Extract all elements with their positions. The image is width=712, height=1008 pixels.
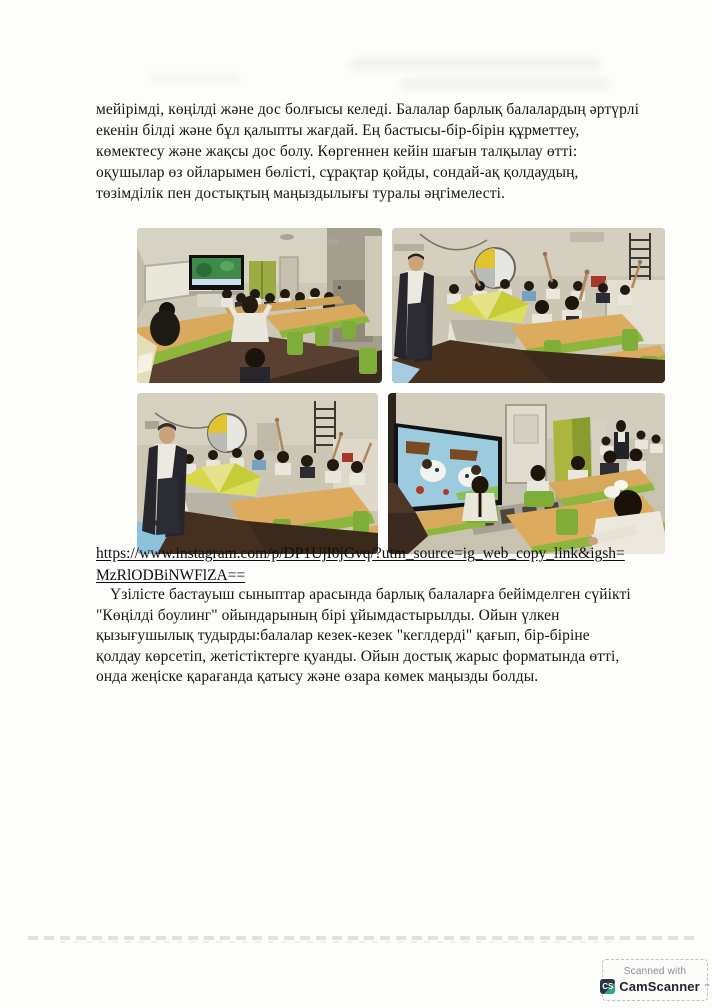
instagram-link-line[interactable]: MzRlODBiNWFlZA== bbox=[96, 567, 246, 584]
paragraph-line: онда жеңіске қарағанда қатысу және өзара көмек маңызды болды. bbox=[96, 668, 539, 685]
paragraph-line: көмектесу және жақсы дос болу. Көргеннен кейін шағын талқылау өтті: bbox=[96, 143, 578, 160]
paragraph-top bbox=[96, 99, 641, 204]
paragraph-line: оқушылар өз ойларымен бөлісті, сұрақтар қойды, сондай-ақ қолдаудың, bbox=[96, 164, 579, 181]
trademark-symbol: ™ bbox=[703, 983, 710, 990]
scan-smudge bbox=[350, 58, 600, 71]
camscanner-icon: CS bbox=[600, 979, 615, 994]
camscanner-label: CamScanner bbox=[619, 979, 700, 994]
classroom-photo-tv-2 bbox=[388, 393, 665, 554]
scan-smudge bbox=[150, 74, 240, 83]
paragraph-line: төзімділік пен достықтың маңыздылығы туралы әңгімелесті. bbox=[96, 185, 506, 202]
scanned-with-label: Scanned with bbox=[623, 966, 687, 977]
paragraph-line: қолдау көрсетіп, жетістіктерге қуанды. Ойын достық жарыс форматында өтті, bbox=[96, 647, 620, 665]
classroom-photo-tv bbox=[137, 228, 382, 383]
scan-artifact-line bbox=[28, 936, 694, 940]
paragraph-line: "Көңілді боулинг" ойындарының бірі ұйымдастырылды. Ойын үлкен bbox=[96, 606, 560, 624]
paragraph-line: Үзілісте бастауыш сыныптар арасында барлық балаларға бейімделген сүйікті bbox=[110, 586, 631, 603]
paragraph-line: екенін білді және бұл қалыпты жағдай. Ең бастысы-бір-бірін құрметтеу, bbox=[96, 122, 580, 139]
paragraph-line: қызығушылық тудырды:балалар кезек-кезек "кеглдерді" қағып, бір-біріне bbox=[96, 627, 590, 644]
classroom-photo-hands-up bbox=[392, 228, 665, 383]
scan-artifact-line bbox=[60, 941, 620, 943]
instagram-link-line[interactable]: https://www.instagram.com/p/DP1UjI0jGvq/?utm_source=ig_web_copy_link&igsh= bbox=[96, 545, 625, 562]
scan-smudge bbox=[400, 78, 610, 90]
instagram-link[interactable] bbox=[96, 543, 625, 587]
classroom-photo-hands-up-2 bbox=[137, 393, 378, 554]
camscanner-badge bbox=[602, 959, 708, 1001]
paragraph-bottom bbox=[96, 585, 641, 688]
paragraph-line: мейірімді, көңілді және дос болғысы келеді. Балалар барлық балалардың әртүрлі bbox=[96, 101, 639, 118]
